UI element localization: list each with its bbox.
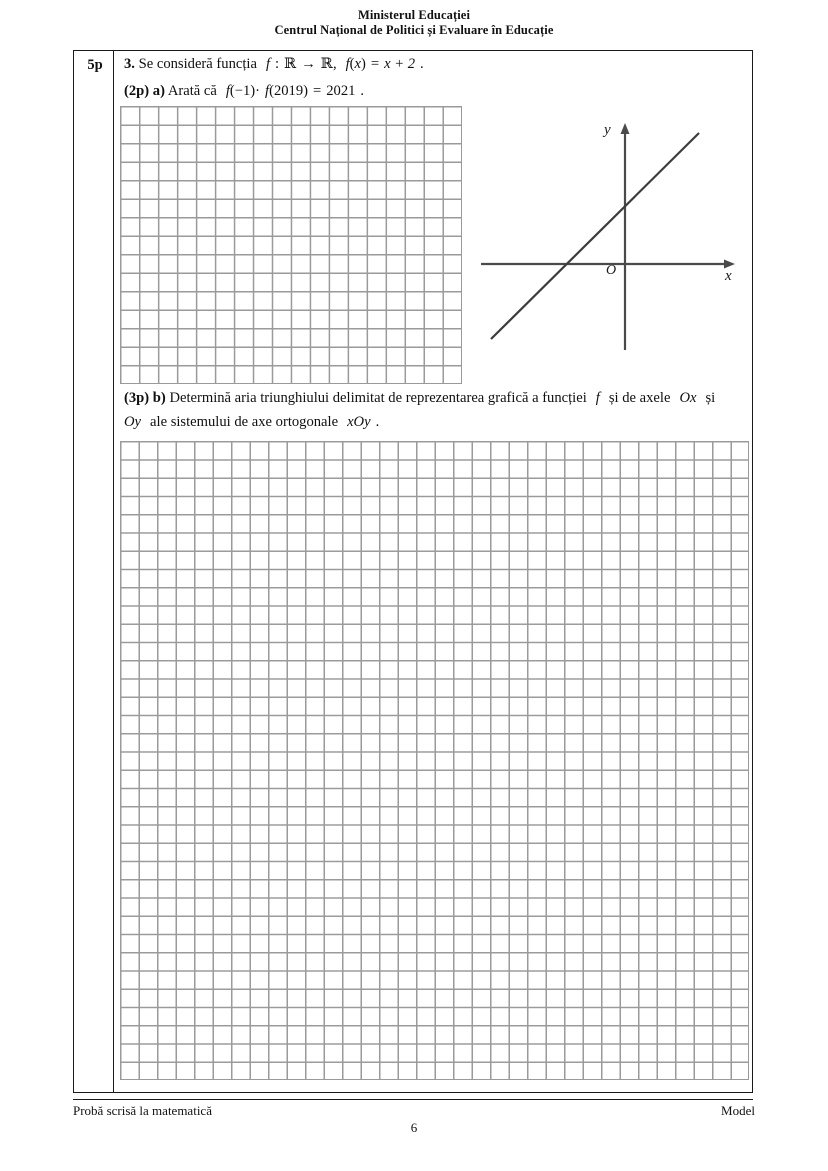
part-b-points: (3p): [124, 390, 150, 406]
x-axis-label: x: [725, 268, 732, 284]
answer-grid-b[interactable]: [120, 441, 749, 1080]
y-axis-label: y: [604, 122, 611, 138]
paren-open: (: [349, 56, 355, 72]
question-stem-text: Se consideră funcția: [138, 56, 257, 72]
part-b-system: xOy: [347, 414, 371, 430]
question-number: 3.: [124, 56, 135, 72]
arrow-icon: →: [301, 56, 316, 72]
question-stem: [124, 54, 724, 74]
coordinate-diagram: [470, 110, 755, 370]
domain-symbol: ℝ: [284, 55, 297, 72]
codomain-symbol: ℝ: [320, 55, 333, 72]
part-b-line-2: [124, 412, 748, 432]
part-a-points: (2p): [124, 83, 150, 99]
part-b-letter: b): [152, 390, 166, 406]
function-expression: x + 2: [384, 56, 416, 72]
part-b-text-1: Determină aria triunghiului delimitat de reprezentarea grafică a funcției: [169, 390, 587, 406]
part-a-text: Arată că: [167, 83, 217, 99]
origin-label: O: [606, 263, 617, 278]
page-number: 6: [410, 1120, 418, 1135]
stem-comma: ,: [332, 56, 337, 72]
points-column-divider: [113, 50, 114, 1093]
footer-right-text: Model: [721, 1103, 755, 1118]
colon-symbol: :: [275, 56, 280, 72]
part-a-arg1: (−1): [229, 83, 256, 99]
part-a-period: .: [360, 83, 365, 99]
ministry-header-line-1: Ministerul Educației: [357, 8, 471, 22]
y-axis-icon: [621, 123, 630, 350]
part-b-text-3: ale sistemului de axe ortogonale: [150, 414, 339, 430]
question-points: 5p: [87, 57, 103, 73]
part-a-letter: a): [152, 83, 165, 99]
multiplication-dot: ·: [255, 83, 261, 99]
function-def-name: f: [345, 56, 350, 72]
part-b-axis-ox: Ox: [679, 390, 697, 406]
part-a-arg2: (2019): [269, 83, 308, 99]
ministry-header-line-2: Centrul Național de Politici și Evaluare în Educație: [274, 23, 554, 37]
part-b-period: .: [375, 414, 380, 430]
part-a-value: 2021: [326, 83, 356, 99]
function-name: f: [265, 56, 270, 72]
footer-left-text: Probă scrisă la matematică: [73, 1103, 212, 1118]
footer-rule: [73, 1099, 753, 1100]
part-a-line: [124, 81, 724, 101]
part-b-conjunction: și: [705, 390, 716, 406]
function-graph-line: [491, 133, 699, 339]
part-b-line-1: [124, 388, 748, 408]
paren-close: ): [361, 56, 366, 72]
part-a-f2: f: [265, 83, 270, 99]
part-b-axis-oy: Oy: [124, 414, 142, 430]
answer-grid-a[interactable]: [120, 106, 462, 384]
part-a-equals: =: [313, 83, 322, 99]
part-a-f1: f: [225, 83, 230, 99]
equals-symbol: =: [370, 56, 380, 72]
stem-period: .: [420, 56, 424, 72]
function-variable: x: [354, 56, 362, 72]
part-b-function: f: [595, 390, 600, 406]
part-b-text-2: și de axele: [608, 390, 671, 406]
